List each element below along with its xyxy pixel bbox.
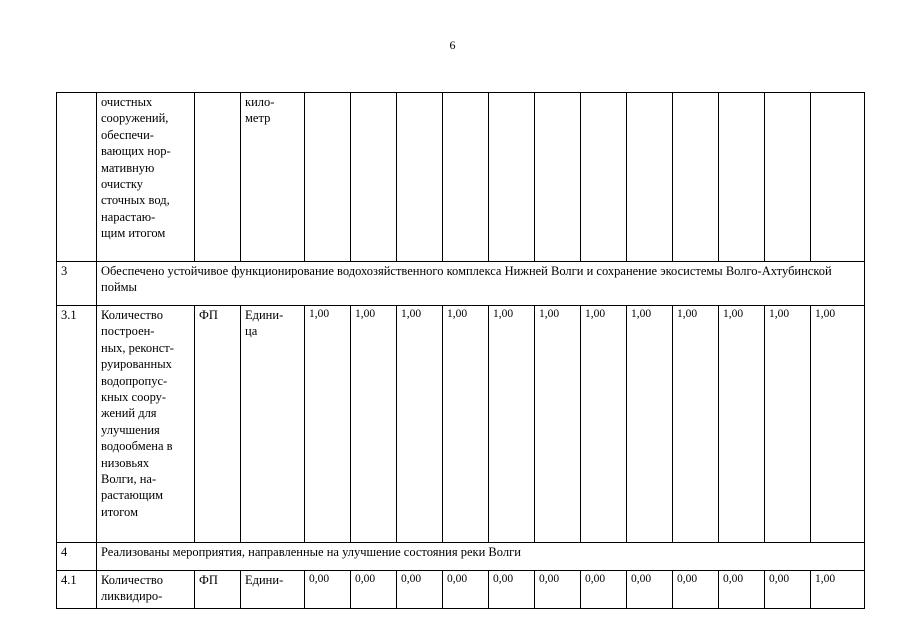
section-title-cell: Реализованы мероприятия, направленные на улучшение состояния реки Волги [97, 543, 865, 571]
row-number-cell: 4.1 [57, 571, 97, 609]
value-cell [443, 93, 489, 262]
value-cell: 1,00 [351, 306, 397, 543]
indicator-name-cell: Количество построен- ных, реконст- руированных водопропус- кных соору- жений для улучшения водообмена в низовьях Волги, на- растающим итогом [97, 306, 195, 543]
value-cell: 0,00 [719, 571, 765, 609]
value-cell [765, 93, 811, 262]
section-row [57, 262, 865, 306]
value-cell: 0,00 [627, 571, 673, 609]
row-number-cell: 3.1 [57, 306, 97, 543]
section-number-cell: 3 [57, 262, 97, 306]
value-cell: 0,00 [581, 571, 627, 609]
unit-cell: Едини- [241, 571, 305, 609]
value-cell: 0,00 [535, 571, 581, 609]
unit-cell: Едини- ца [241, 306, 305, 543]
value-cell [811, 93, 865, 262]
value-cell: 1,00 [581, 306, 627, 543]
value-cell: 1,00 [489, 306, 535, 543]
value-cell [397, 93, 443, 262]
value-cell [535, 93, 581, 262]
page-number: 6 [449, 38, 456, 52]
value-cell [351, 93, 397, 262]
value-cell [627, 93, 673, 262]
table-row [57, 571, 865, 609]
value-cell: 1,00 [765, 306, 811, 543]
row-number-cell [57, 93, 97, 262]
value-cell: 0,00 [489, 571, 535, 609]
value-cell: 0,00 [305, 571, 351, 609]
value-cell: 1,00 [627, 306, 673, 543]
indicator-name-cell: Количество ликвидиро- [97, 571, 195, 609]
value-cell: 1,00 [719, 306, 765, 543]
value-cell [489, 93, 535, 262]
value-cell: 0,00 [351, 571, 397, 609]
unit-cell: кило- метр [241, 93, 305, 262]
section-number-cell: 4 [57, 543, 97, 571]
value-cell: 1,00 [397, 306, 443, 543]
indicator-type-cell [195, 93, 241, 262]
value-cell: 1,00 [443, 306, 489, 543]
indicator-type-cell: ФП [195, 306, 241, 543]
section-title-cell: Обеспечено устойчивое функционирование водохозяйственного комплекса Нижней Волги и сохранение экосистемы Волго-Ахтубинской поймы [97, 262, 865, 306]
value-cell [719, 93, 765, 262]
indicator-type-cell: ФП [195, 571, 241, 609]
value-cell [305, 93, 351, 262]
table-row [57, 93, 865, 262]
value-cell: 1,00 [305, 306, 351, 543]
section-row [57, 543, 865, 571]
value-cell [581, 93, 627, 262]
value-cell: 0,00 [765, 571, 811, 609]
value-cell: 1,00 [673, 306, 719, 543]
table-row [57, 306, 865, 543]
value-cell: 1,00 [811, 571, 865, 609]
value-cell: 1,00 [811, 306, 865, 543]
indicator-name-cell: очистных сооружений, обеспечи- вающих нор- мативную очистку сточных вод, нарастаю- щим итогом [97, 93, 195, 262]
value-cell [673, 93, 719, 262]
value-cell: 0,00 [397, 571, 443, 609]
value-cell: 1,00 [535, 306, 581, 543]
value-cell: 0,00 [673, 571, 719, 609]
value-cell: 0,00 [443, 571, 489, 609]
indicators-table [56, 92, 865, 609]
